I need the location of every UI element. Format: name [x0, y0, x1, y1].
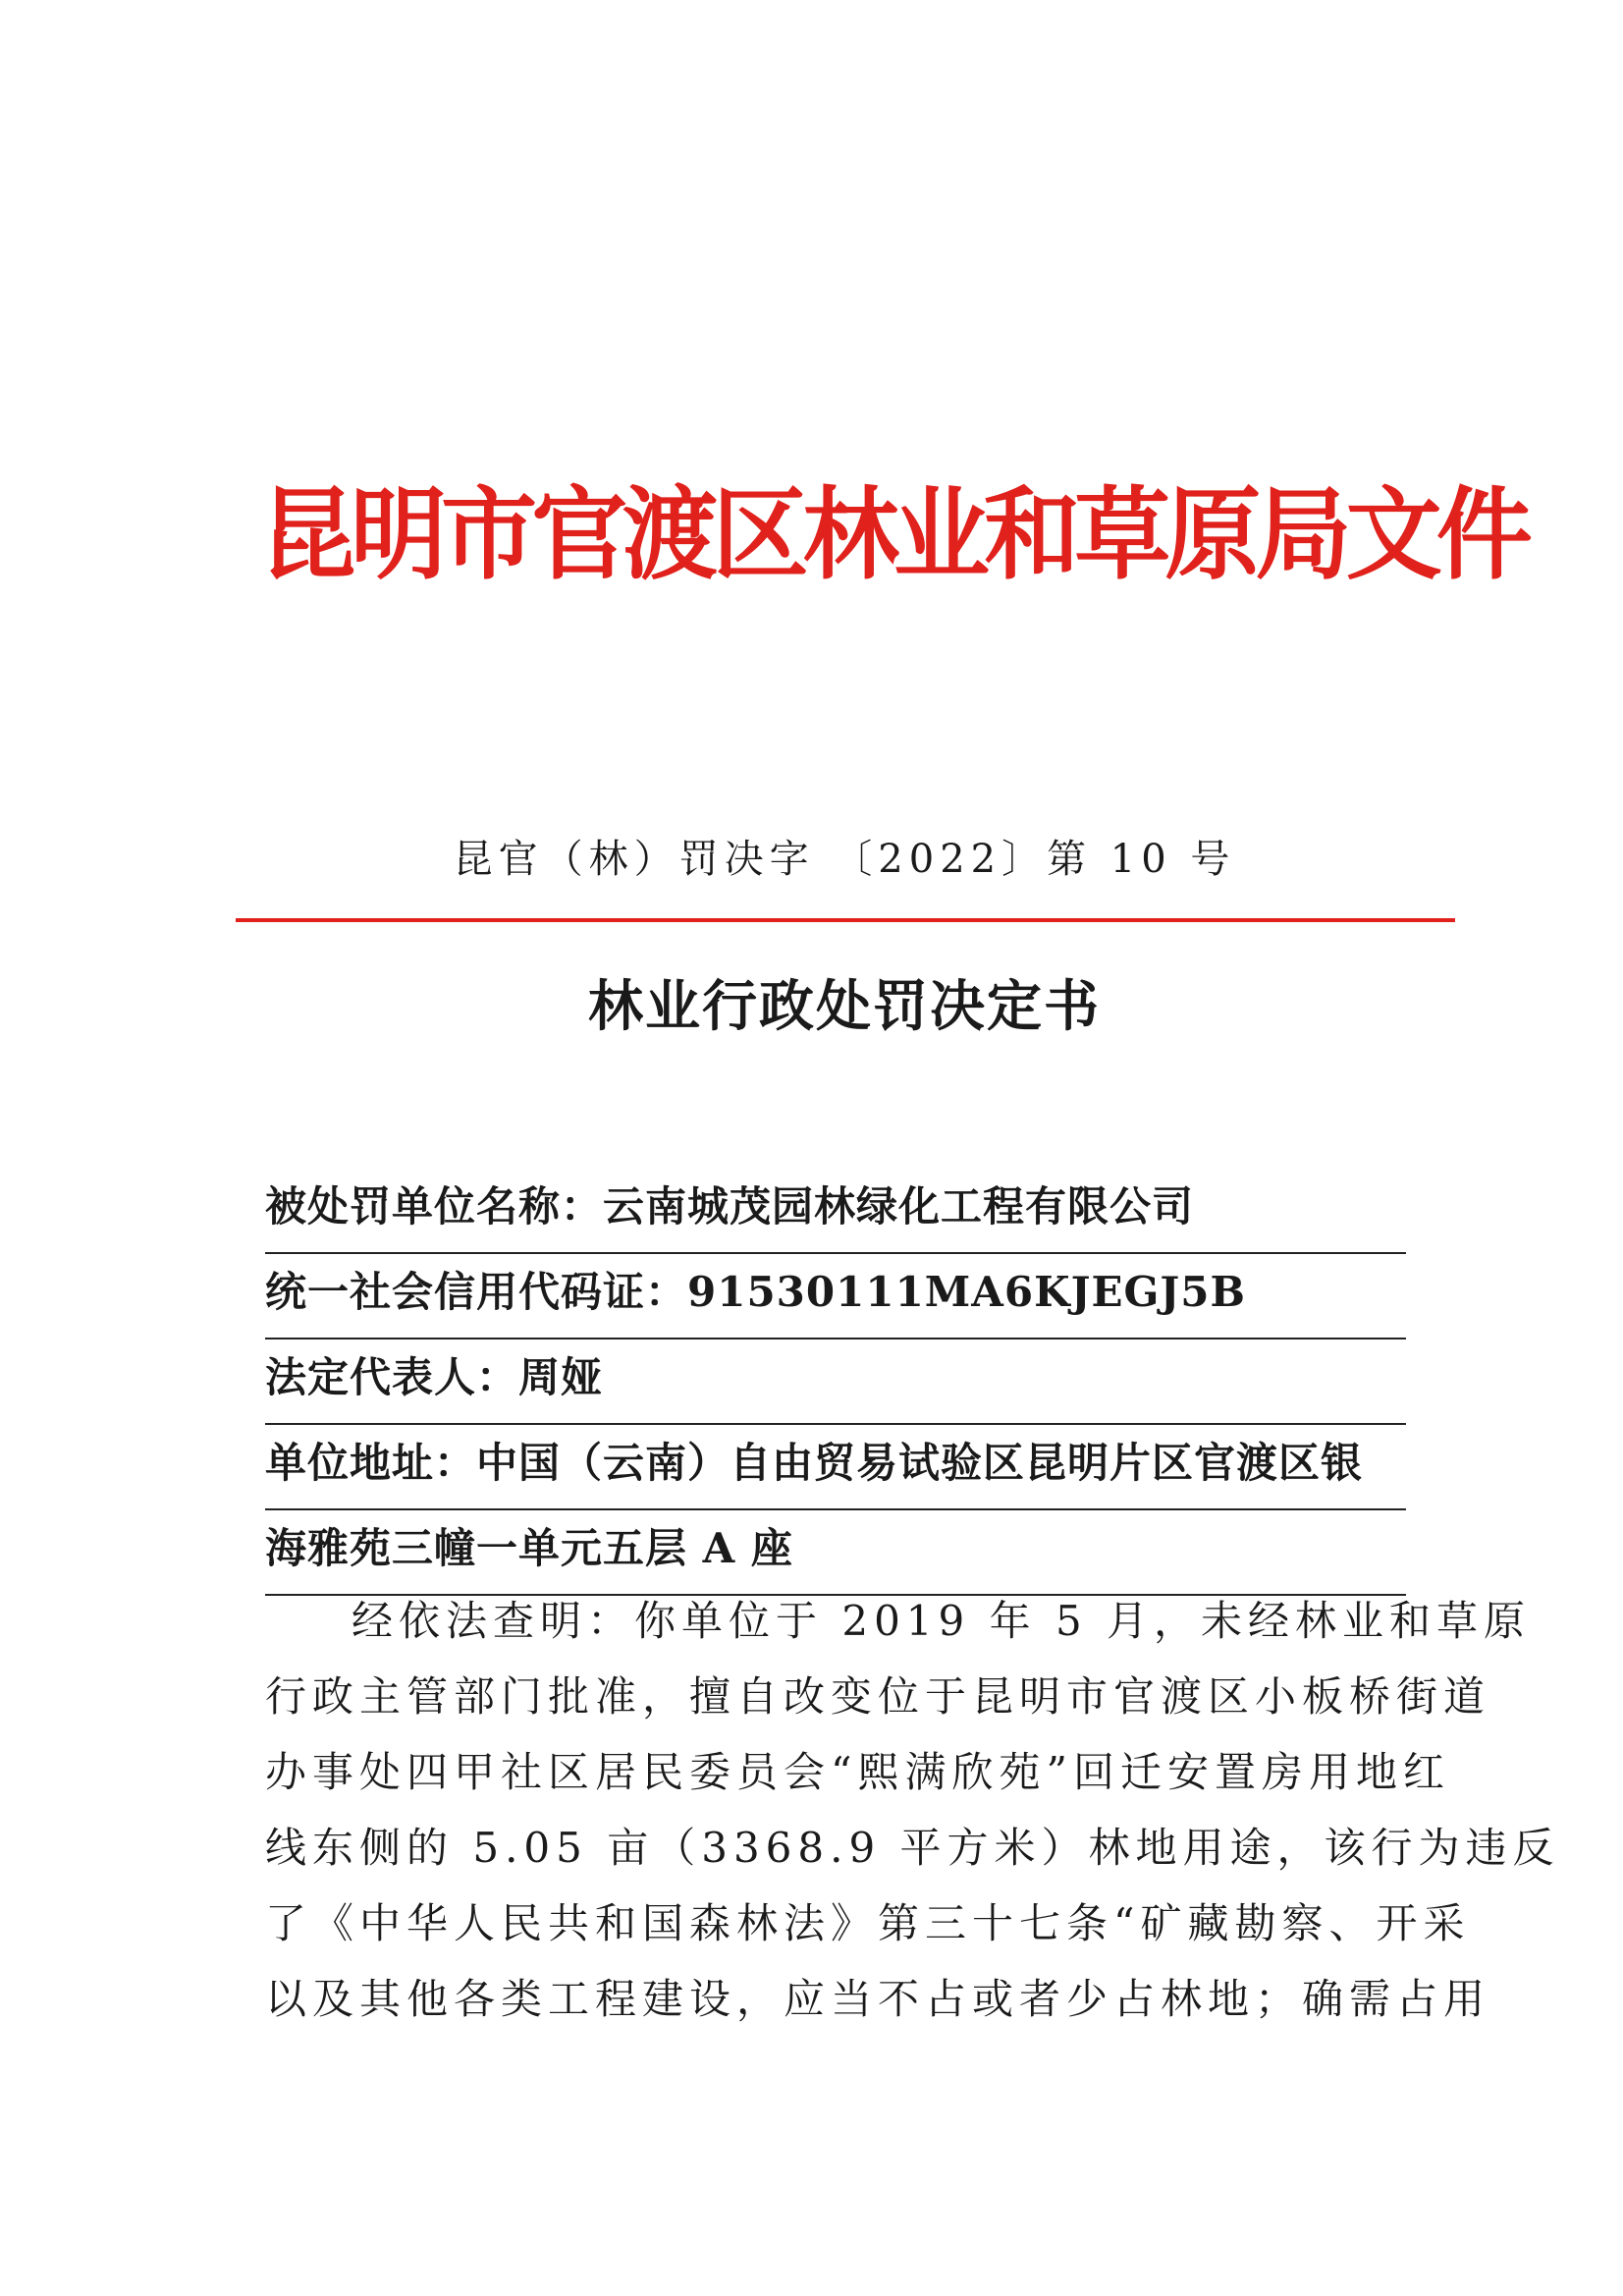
address-label: 单位地址：	[265, 1439, 477, 1487]
body-paragraph	[265, 1583, 1560, 2037]
body-line: 线东侧的 5.05 亩（3368.9 平方米）林地用途，该行为违反	[265, 1824, 1560, 1872]
body-line: 经依法查明：你单位于 2019 年 5 月，未经林业和草原	[352, 1597, 1532, 1645]
legal-rep-label: 法定代表人：	[265, 1353, 519, 1401]
header-divider	[236, 918, 1455, 922]
address-value-line2: 海雅苑三幢一单元五层 A 座	[265, 1524, 793, 1572]
body-line: 以及其他各类工程建设，应当不占或者少占林地；确需占用	[265, 1975, 1491, 2023]
credit-code-label: 统一社会信用代码证：	[265, 1268, 688, 1316]
agency-header-title: 昆明市官渡区林业和草原局文件	[259, 476, 1528, 594]
address-value-line1: 中国（云南）自由贸易试验区昆明片区官渡区银	[476, 1439, 1364, 1487]
credit-code-value: 91530111MA6KJEGJ5B	[687, 1268, 1246, 1316]
credit-code-line	[265, 1254, 1406, 1339]
unit-name-value: 云南城茂园林绿化工程有限公司	[603, 1182, 1195, 1230]
body-line: 行政主管部门批准，擅自改变位于昆明市官渡区小板桥街道	[265, 1672, 1491, 1721]
unit-name-line	[265, 1169, 1406, 1254]
body-line: 了《中华人民共和国森林法》第三十七条“矿藏勘察、开采	[265, 1899, 1471, 1947]
party-info-block	[265, 1169, 1406, 1596]
body-line: 办事处四甲社区居民委员会“熙满欣苑”回迁安置房用地红	[265, 1748, 1450, 1796]
address-line-1	[265, 1425, 1406, 1510]
document-title: 林业行政处罚决定书	[588, 974, 1101, 1039]
document-number: 昆官（林）罚决字 〔2022〕第 10 号	[453, 837, 1236, 882]
legal-rep-line	[265, 1339, 1406, 1425]
legal-rep-value: 周娅	[518, 1353, 604, 1401]
unit-name-label: 被处罚单位名称：	[265, 1182, 604, 1230]
